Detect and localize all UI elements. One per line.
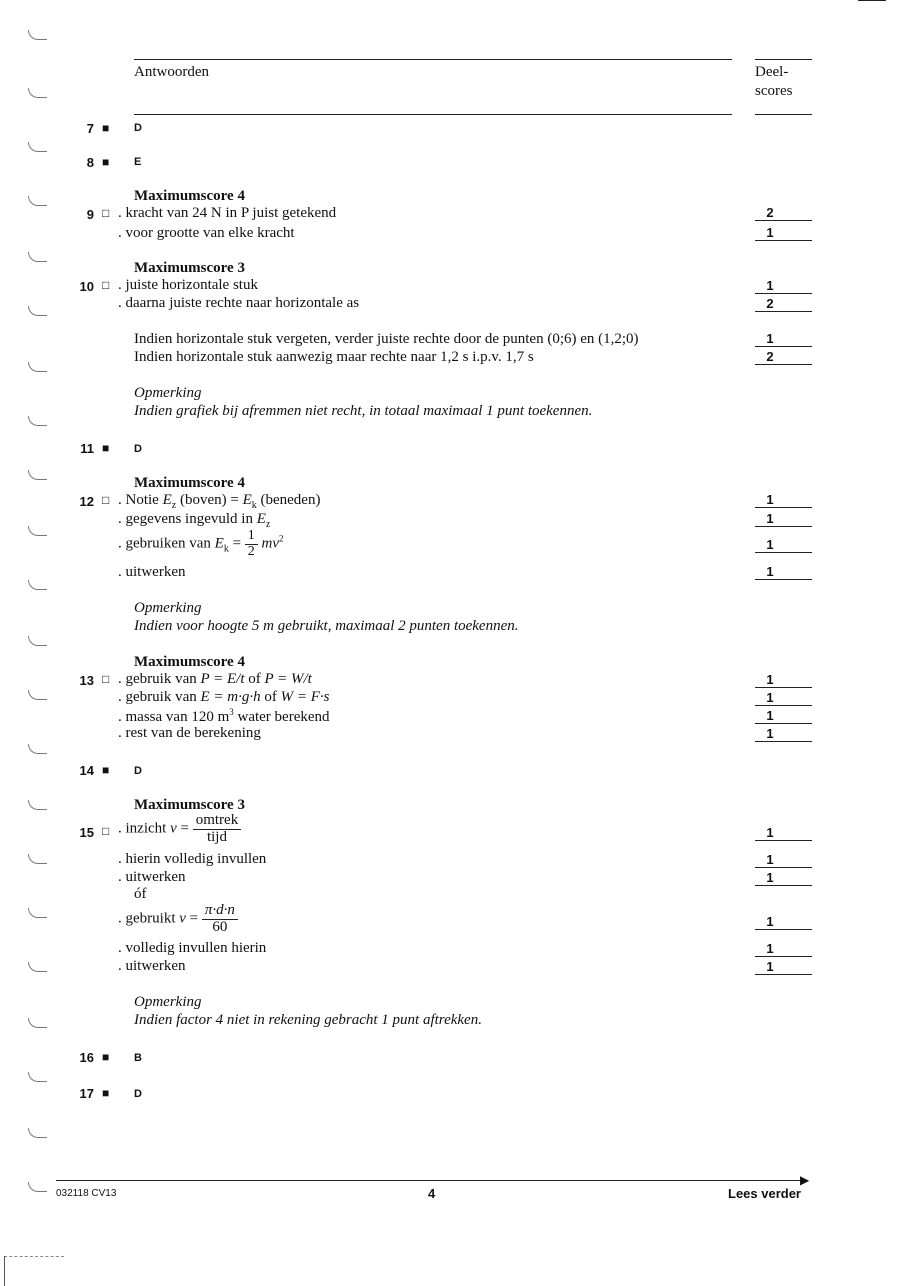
- page-number: 4: [428, 1186, 436, 1201]
- question-number: 7: [86, 121, 94, 136]
- maximum-score: Maximumscore 4: [134, 654, 245, 670]
- maximum-score: Maximumscore 4: [134, 475, 245, 491]
- margin-tick: [28, 30, 47, 40]
- scoring-item: . gegevens ingevuld in $E_z$: [118, 511, 271, 530]
- margin-tick: [28, 690, 47, 700]
- remark-text: Indien factor 4 niet in rekening gebracht 1 punt aftrekken.: [134, 1012, 482, 1028]
- continue-label: Lees verder: [728, 1186, 801, 1201]
- crop-mark: [4, 1256, 5, 1286]
- closed-question-marker: ■: [102, 155, 110, 169]
- margin-tick: [28, 800, 47, 810]
- scoring-item: . inzicht v = $\frac{\text{omtrek}}{\text{tijd}}$: [118, 813, 241, 846]
- partial-score: 1: [755, 564, 812, 580]
- question-number: 9: [86, 207, 94, 222]
- answer-letter: D: [134, 765, 142, 777]
- answer-letter: D: [134, 443, 142, 455]
- margin-tick: [28, 196, 47, 206]
- partial-score: 1: [755, 225, 812, 241]
- margin-tick: [28, 306, 47, 316]
- partial-score: 1: [755, 852, 812, 868]
- answer-letter: D: [134, 122, 142, 134]
- alternative-scoring: Indien horizontale stuk vergeten, verder juiste rechte door de punten (0;6) en (1,2;0): [134, 331, 639, 347]
- partial-score: 1: [755, 672, 812, 688]
- margin-tick: [28, 744, 47, 754]
- margin-tick: [28, 142, 47, 152]
- partial-score: 1: [755, 825, 812, 841]
- document-code: 032118 CV13: [56, 1188, 117, 1199]
- scoring-item: . Notie $E_z$ (boven) = $E_k$ (beneden): [118, 492, 321, 511]
- scoring-item: . daarna juiste rechte naar horizontale as: [118, 295, 360, 311]
- scoring-item: . gebruiken van $E_k$ = $\frac{1}{2}$ $mv^2$: [118, 528, 284, 559]
- maximum-score: Maximumscore 3: [134, 260, 245, 276]
- partial-score: 1: [755, 492, 812, 508]
- partial-score: 2: [755, 349, 812, 365]
- remark-title: Opmerking: [134, 994, 202, 1010]
- margin-tick: [28, 580, 47, 590]
- question-number: 15: [79, 825, 94, 840]
- scoring-item: . hierin volledig invullen: [118, 851, 267, 867]
- header-top-rule-right: [755, 59, 812, 60]
- partial-score: 1: [755, 726, 812, 742]
- margin-tick: [28, 1018, 47, 1028]
- remark-title: Opmerking: [134, 600, 202, 616]
- margin-tick: [28, 854, 47, 864]
- header-top-rule: [134, 59, 732, 60]
- margin-tick: [28, 526, 47, 536]
- question-number: 10: [79, 279, 94, 294]
- scoring-item: . gebruik van P = E/t of P = W/t: [118, 671, 312, 687]
- answer-letter: E: [134, 156, 142, 168]
- scoring-item: . rest van de berekening: [118, 725, 261, 741]
- partial-score: 1: [755, 708, 812, 724]
- closed-question-marker: ■: [102, 1086, 110, 1100]
- scoring-item: . juiste horizontale stuk: [118, 277, 258, 293]
- partial-score: 2: [755, 205, 812, 221]
- arrow-right-icon: ▶: [800, 1173, 810, 1187]
- margin-tick: [28, 252, 47, 262]
- scoring-item: . gebruik van E = m·g·h of W = F·s: [118, 689, 330, 705]
- margin-tick: [28, 416, 47, 426]
- margin-tick: [28, 908, 47, 918]
- closed-question-marker: ■: [102, 1050, 110, 1064]
- margin-tick: [28, 1128, 47, 1138]
- open-question-marker: □: [102, 672, 110, 686]
- scoring-item: . massa van 120 $m^3$ water berekend: [118, 707, 330, 725]
- open-question-marker: □: [102, 206, 110, 220]
- margin-tick: [28, 470, 47, 480]
- scoring-item: . voor grootte van elke kracht: [118, 225, 295, 241]
- alternative-separator: óf: [134, 886, 147, 902]
- answer-letter: B: [134, 1052, 142, 1064]
- question-number: 11: [80, 441, 94, 456]
- partial-score: 2: [755, 296, 812, 312]
- scoring-item: . uitwerken: [118, 564, 186, 580]
- maximum-score: Maximumscore 4: [134, 188, 245, 204]
- maximum-score: Maximumscore 3: [134, 797, 245, 813]
- crop-mark: [4, 1256, 64, 1257]
- top-right-rule: [858, 0, 886, 1]
- scoring-item: . volledig invullen hierin: [118, 940, 267, 956]
- partial-score: 1: [755, 959, 812, 975]
- open-question-marker: □: [102, 493, 110, 507]
- answer-letter: D: [134, 1088, 142, 1100]
- partial-score: 1: [755, 278, 812, 294]
- closed-question-marker: ■: [102, 121, 110, 135]
- alternative-scoring: Indien horizontale stuk aanwezig maar rechte naar 1,2 s i.p.v. 1,7 s: [134, 349, 534, 365]
- scoring-item: . uitwerken: [118, 869, 186, 885]
- margin-tick: [28, 1072, 47, 1082]
- scoring-item: . uitwerken: [118, 958, 186, 974]
- margin-tick: [28, 636, 47, 646]
- open-question-marker: □: [102, 824, 110, 838]
- remark-title: Opmerking: [134, 385, 202, 401]
- scoring-item: . kracht van 24 N in P juist getekend: [118, 205, 337, 221]
- header-bottom-rule: [134, 114, 732, 115]
- partial-score: 1: [755, 511, 812, 527]
- question-number: 13: [79, 673, 94, 688]
- partial-score: 1: [755, 331, 812, 347]
- closed-question-marker: ■: [102, 763, 110, 777]
- partial-score: 1: [755, 941, 812, 957]
- question-number: 17: [79, 1086, 94, 1101]
- footer-rule: [56, 1180, 806, 1181]
- question-number: 16: [79, 1050, 94, 1065]
- remark-text: Indien voor hoogte 5 m gebruikt, maximaal 2 punten toekennen.: [134, 618, 519, 634]
- partial-score: 1: [755, 537, 812, 553]
- margin-tick: [28, 1182, 47, 1192]
- header-bottom-rule-right: [755, 114, 812, 115]
- margin-tick: [28, 88, 47, 98]
- scores-column-label: Deel-: [755, 64, 789, 80]
- scores-column-label-2: scores: [755, 83, 793, 99]
- partial-score: 1: [755, 914, 812, 930]
- scoring-item: . gebruikt v = $\frac{\pi\cdot d\cdot n}{60}$: [118, 903, 238, 936]
- partial-score: 1: [755, 690, 812, 706]
- question-number: 8: [86, 155, 94, 170]
- remark-text: Indien grafiek bij afremmen niet recht, in totaal maximaal 1 punt toekennen.: [134, 403, 593, 419]
- question-number: 14: [79, 763, 94, 778]
- partial-score: 1: [755, 870, 812, 886]
- margin-tick: [28, 362, 47, 372]
- closed-question-marker: ■: [102, 441, 110, 455]
- open-question-marker: □: [102, 278, 110, 292]
- question-number: 12: [79, 494, 94, 509]
- margin-tick: [28, 962, 47, 972]
- page-title: Antwoorden: [134, 64, 209, 80]
